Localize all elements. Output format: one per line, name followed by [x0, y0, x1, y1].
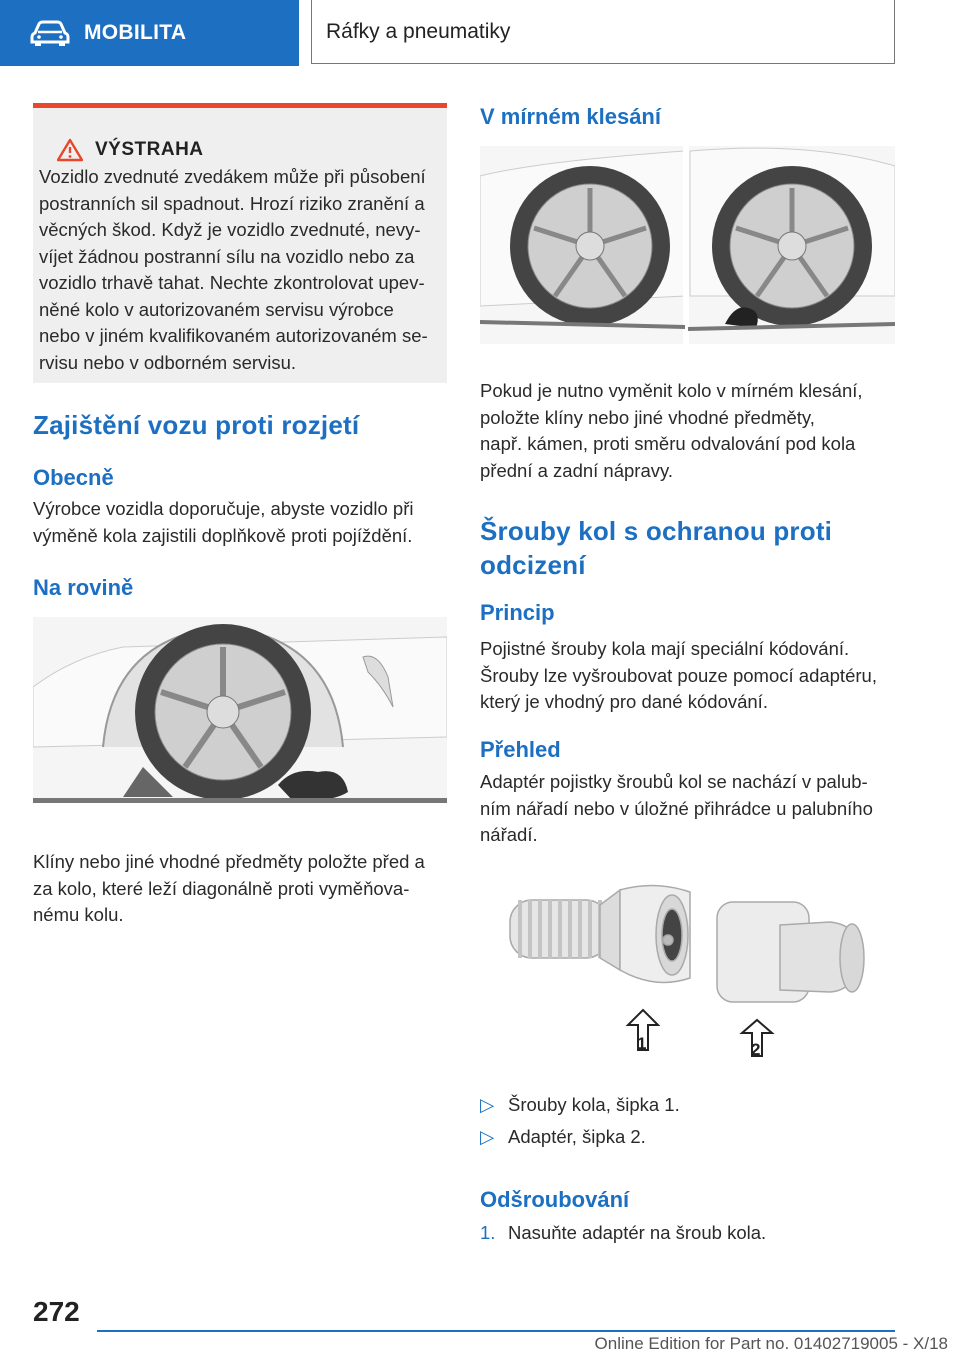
warning-line: vozidlo trhavě tahat. Nechte zkontrolovat upev- [39, 272, 425, 293]
principle-paragraph [480, 636, 895, 716]
car-icon [30, 19, 70, 47]
bullet-marker: ▷ [480, 1126, 495, 1147]
warning-line: rvisu nebo v odborném servisu. [39, 351, 297, 373]
page-number: 272 [33, 1296, 80, 1327]
footer-rule [97, 1330, 895, 1332]
subheading-overview: Přehled [480, 737, 561, 762]
list-item-text: Šrouby kola, šipka 1. [508, 1094, 680, 1115]
text-line: výměně kola zajistili doplňkově proti pojíždění. [33, 524, 413, 546]
text-line: např. kámen, proti směru odvalování pod kola [480, 433, 856, 454]
chapter-title-box [311, 0, 895, 64]
warning-line: něné kolo v autorizovaném servisu výrobce [39, 298, 394, 320]
text-line: Pojistné šrouby kola mají speciální kódování. [480, 638, 850, 659]
figure-wheels-slope [480, 146, 895, 344]
heading-line: odcizení [480, 550, 586, 580]
subheading-general: Obecně [33, 465, 114, 490]
warning-title: VÝSTRAHA [95, 139, 204, 160]
section-heading-chocking: Zajištění vozu proti rozjetí [33, 410, 360, 440]
subheading-flat-ground: Na rovině [33, 575, 134, 600]
list-item [480, 1124, 895, 1150]
overview-paragraph [480, 769, 895, 849]
warning-line: nebo v jiném kvalifikovaném autorizovaném se- [39, 325, 428, 346]
warning-line: postranních sil spadnout. Hrozí riziko zranění a [39, 192, 425, 214]
text-line: Šrouby lze vyšroubovat pouze pomocí adaptéru, [480, 664, 877, 686]
step-item [480, 1220, 895, 1246]
subheading-unscrewing: Odšroubování [480, 1187, 630, 1212]
text-line: ním nářadí nebo v úložné přihrádce u palubního [480, 797, 873, 819]
heading-line: Šrouby kol s ochranou proti [480, 516, 833, 546]
fig-label-1: 1 [637, 1034, 647, 1053]
subheading-principle: Princip [480, 600, 555, 625]
fig-label-2: 2 [751, 1040, 761, 1059]
warning-line: víjet žádnou postranní sílu na vozidlo nebo za [39, 245, 415, 267]
slope-paragraph [480, 378, 895, 484]
text-line: nářadí. [480, 824, 538, 845]
text-line: Adaptér pojistky šroubů kol se nachází v palub- [480, 771, 868, 792]
text-line: nému kolu. [33, 904, 124, 925]
warning-text [39, 164, 441, 376]
list-item [480, 1092, 895, 1118]
step-number: 1. [480, 1222, 496, 1243]
subheading-slope: V mírném klesání [480, 104, 661, 129]
text-line: Klíny nebo jiné vhodné předměty položte před a [33, 851, 425, 872]
warning-line: Vozidlo zvednuté zvedákem může při působení [39, 166, 426, 187]
footer-edition: Online Edition for Part no. 01402719005 - X/18 [594, 1334, 948, 1353]
warning-box [33, 103, 447, 383]
warning-line: věcných škod. Když je vozidlo zvednuté, nevy- [39, 219, 421, 240]
flat-caption [33, 849, 447, 929]
warning-triangle-icon [57, 138, 83, 162]
text-line: Pokud je nutno vyměnit kolo v mírném klesání, [480, 380, 863, 401]
chapter-title: Ráfky a pneumatiky [326, 19, 511, 43]
warning-header [57, 138, 204, 162]
text-line: přední a zadní nápravy. [480, 459, 674, 481]
step-text: Nasuňte adaptér na šroub kola. [508, 1222, 767, 1243]
text-line: Výrobce vozidla doporučuje, abyste vozidlo při [33, 498, 414, 519]
bullet-list [480, 1092, 895, 1150]
slope-wheels-illustration [480, 146, 895, 344]
bullet-marker: ▷ [480, 1094, 495, 1115]
text-line: za kolo, které leží diagonálně proti vyměňova- [33, 877, 410, 899]
general-paragraph [33, 496, 447, 549]
wheel-chock-illustration [33, 617, 447, 803]
text-line: položte klíny nebo jiné vhodné předměty, [480, 406, 815, 428]
section-tab [0, 0, 299, 66]
figure-wheel-flat [33, 617, 447, 803]
section-title: MOBILITA [84, 21, 187, 44]
figure-bolt-adapter [480, 870, 895, 1070]
text-line: který je vhodný pro dané kódování. [480, 691, 768, 712]
section-heading-lockbolts [480, 514, 895, 582]
bolt-adapter-illustration [480, 870, 895, 1070]
list-item-text: Adaptér, šipka 2. [508, 1126, 646, 1147]
